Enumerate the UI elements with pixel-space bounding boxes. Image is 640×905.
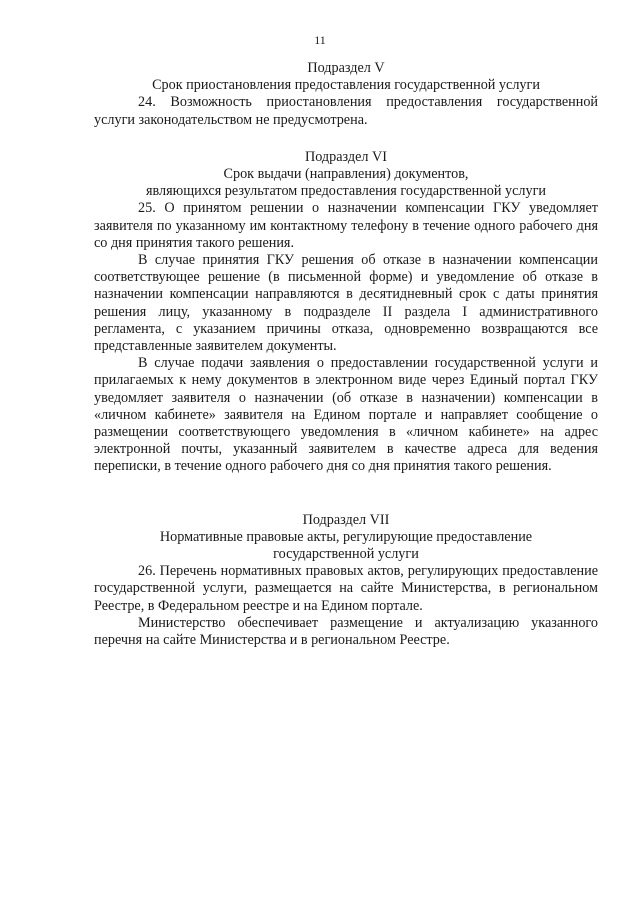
subsection-vii-title: Подраздел VII — [302, 511, 390, 528]
subsection-v-subtitle: Срок приостановления предоставления государственной услуги — [152, 77, 540, 94]
page-number: 11 — [314, 33, 326, 47]
subsection-vii-subtitle-line-1: Нормативные правовые акты, регулирующие предоставление — [159, 528, 533, 545]
paragraph-25: 25. О принятом решении о назначении компенсации ГКУ уведомляет заявителя по указанному им контактному телефону в течение одного рабочего дня со дня принятия такого решения. — [94, 200, 598, 251]
subsection-vii-subtitle-line-2: государственной услуги — [273, 546, 419, 563]
subsection-vi-subtitle-line-2: являющихся результатом предоставления государственной услуги — [145, 183, 547, 200]
subsection-vi-subtitle-line-1: Срок выдачи (направления) документов, — [223, 166, 469, 183]
paragraph-26-ministry: Министерство обеспечивает размещение и актуализацию указанного перечня на сайте Министерства и в региональном Реестре. — [94, 614, 598, 649]
paragraph-26: 26. Перечень нормативных правовых актов, регулирующих предоставление государственной услуги, размещается на сайте Министерства, в региональном Реестре, в Федеральном реестре и на Едином портале. — [94, 563, 598, 614]
subsection-v-heading — [94, 60, 598, 94]
subsection-v-title: Подраздел V — [307, 60, 385, 76]
paragraph-25-refusal: В случае принятия ГКУ решения об отказе в назначении компенсации соответствующее решение (в письменной форме) и уведомление об отказе в назначении компенсации направляются в десятидневный срок с даты принятия решения лицу, указанному в подразделе II раздела I административного регламента, с указанием причины отказа, одновременно возвращаются все представленные заявителем документы. — [94, 252, 598, 355]
subsection-vii-heading — [94, 512, 598, 564]
paragraph-24: 24. Возможность приостановления предоставления государственной услуги законодательством не предусмотрена. — [94, 94, 598, 128]
paragraph-25-electronic: В случае подачи заявления о предоставлении государственной услуги и прилагаемых к нему документов в электронном виде через Единый портал ГКУ уведомляет заявителя о назначении (об отказе в назначении) компенсации в «личном кабинете» заявителя на Едином портале и направляет сообщение о размещении соответствующего уведомления в «личном кабинете» на адрес электронной почты, указанный заявителем в качестве адреса для ведения переписки, в течение одного рабочего дня со дня принятия такого решения. — [94, 355, 598, 475]
subsection-vi-heading — [94, 149, 598, 201]
document-body — [94, 60, 598, 649]
subsection-vi-title: Подраздел VI — [304, 148, 387, 165]
